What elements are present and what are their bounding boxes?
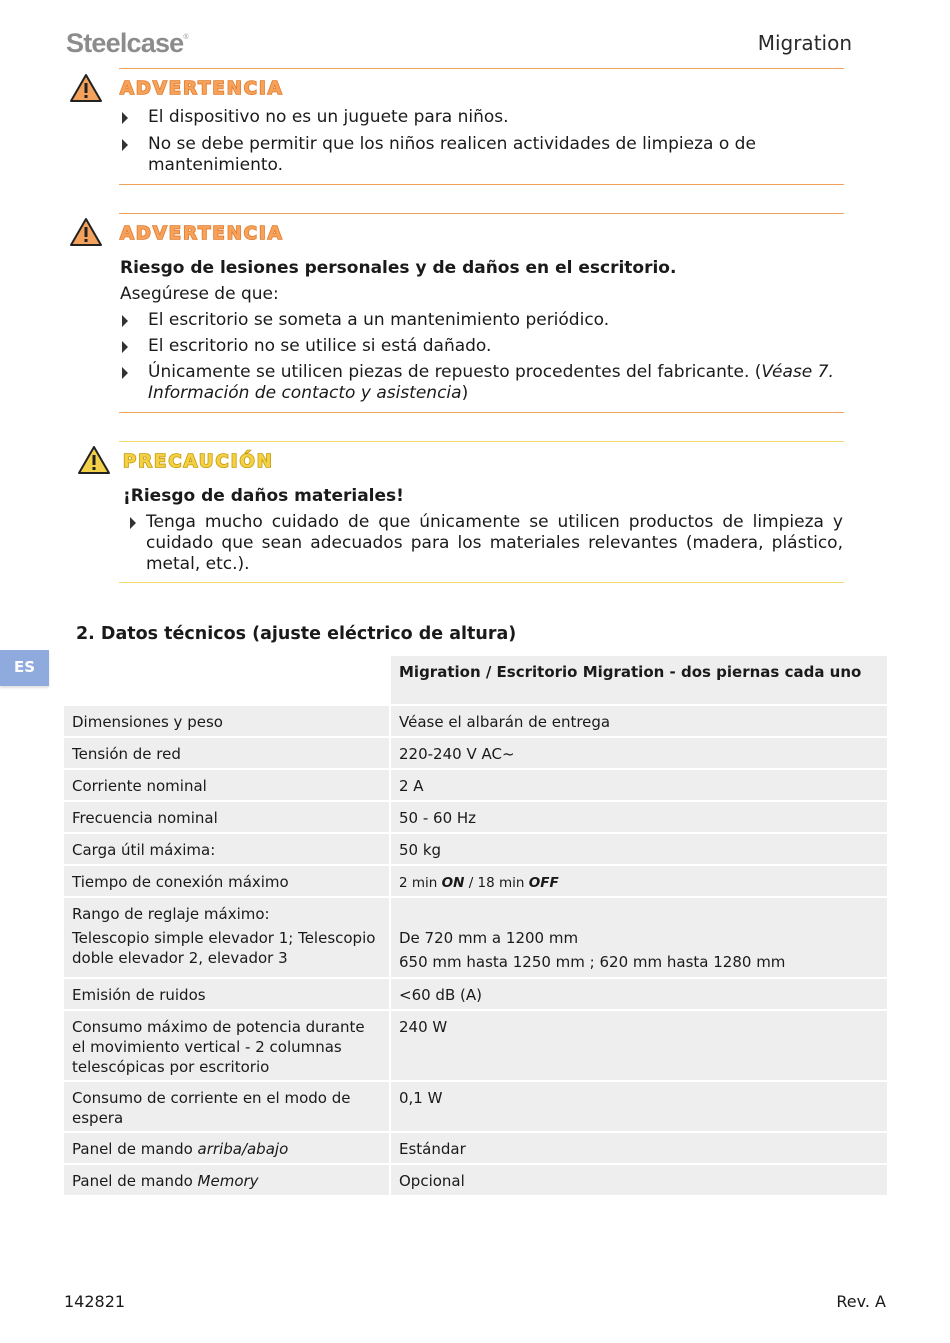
row-value: Véase el albarán de entrega <box>391 706 887 736</box>
row-value: 50 - 60 Hz <box>391 802 887 832</box>
table-header-row <box>64 656 887 704</box>
warning2-ref-close: ) <box>461 383 469 403</box>
steelcase-logo <box>66 28 188 59</box>
row-value <box>391 866 887 896</box>
logo-text: Steelcase <box>66 28 184 58</box>
warning-triangle-icon <box>77 445 111 475</box>
row-label: Carga útil máxima: <box>64 834 389 864</box>
row-label: Tensión de red <box>64 738 389 768</box>
registered-mark: ® <box>183 34 188 41</box>
row-label-plain: Panel de mando <box>72 1172 198 1190</box>
bullet-arrow-icon <box>130 517 136 529</box>
row-label: Consumo de corriente en el modo de espera <box>64 1082 389 1131</box>
document-title: Migration <box>757 31 852 55</box>
row-label-italic: Memory <box>197 1172 259 1190</box>
bullet-arrow-icon <box>122 341 128 353</box>
row-value: 220-240 V AC~ <box>391 738 887 768</box>
row-value: <60 dB (A) <box>391 979 887 1009</box>
row-value: Estándar <box>391 1133 887 1163</box>
row-label: Emisión de ruidos <box>64 979 389 1009</box>
warning1-signal-word: ADVERTENCIA <box>120 78 284 99</box>
doc-number: 142821 <box>64 1292 126 1311</box>
warning2-item-3 <box>148 362 844 383</box>
row-value: 240 W <box>391 1011 887 1080</box>
table-row <box>64 898 887 977</box>
row-label-italic: arriba/abajo <box>197 1140 289 1158</box>
table-row <box>64 706 887 736</box>
value-part: / 18 min <box>464 875 529 891</box>
row-label-line1: Rango de reglaje máximo: <box>72 905 270 923</box>
warning2-ref-italic-1: Véase 7. <box>761 362 834 382</box>
warning1-item-1: El dispositivo no es un juguete para niños. <box>148 107 509 127</box>
bullet-arrow-icon <box>122 315 128 327</box>
header-rule <box>119 68 844 69</box>
row-label <box>64 898 389 977</box>
bullet-arrow-icon <box>122 112 128 124</box>
warning2-item-3-cont <box>148 383 468 404</box>
warning1-item-2: No se debe permitir que los niños realicen actividades de limpieza o de <box>148 134 756 154</box>
row-label: Tiempo de conexión máximo <box>64 866 389 896</box>
caution-signal-word: PRECAUCIÓN <box>123 451 274 472</box>
warning2-signal-word: ADVERTENCIA <box>120 223 284 244</box>
row-label: Dimensiones y peso <box>64 706 389 736</box>
row-label: Corriente nominal <box>64 770 389 800</box>
caution-item: Tenga mucho cuidado de que únicamente se utilicen productos de limpieza y cuidado que sean adecuados para los materiales relevantes (madera, plástico, metal, etc.). <box>146 512 843 574</box>
revision: Rev. A <box>836 1292 886 1311</box>
warning2-item-2: El escritorio no se utilice si está dañado. <box>148 336 492 356</box>
table-row <box>64 770 887 800</box>
row-value: 50 kg <box>391 834 887 864</box>
warning2-bottom-rule <box>119 412 844 413</box>
table-row <box>64 866 887 896</box>
table-row <box>64 1165 887 1195</box>
table-row <box>64 979 887 1009</box>
caution-bottom-rule <box>119 582 844 583</box>
table-row <box>64 802 887 832</box>
row-value <box>391 898 887 977</box>
table-row <box>64 834 887 864</box>
section-title: 2. Datos técnicos (ajuste eléctrico de altura) <box>76 624 517 644</box>
warning2-intro: Asegúrese de que: <box>120 284 279 304</box>
warning2-top-rule <box>119 213 844 214</box>
row-value: 0,1 W <box>391 1082 887 1131</box>
value-part: 2 min <box>399 875 442 891</box>
row-value-line1: De 720 mm a 1200 mm <box>399 929 579 947</box>
bullet-arrow-icon <box>122 139 128 151</box>
warning-triangle-icon <box>69 217 103 247</box>
bullet-arrow-icon <box>122 367 128 379</box>
table-row <box>64 738 887 768</box>
warning2-heading: Riesgo de lesiones personales y de daños en el escritorio. <box>120 258 677 278</box>
caution-top-rule <box>119 441 844 442</box>
value-off: OFF <box>528 875 559 891</box>
caution-heading: ¡Riesgo de daños materiales! <box>123 486 404 506</box>
row-label-line2: Telescopio simple elevador 1; Telescopio doble elevador 2, elevador 3 <box>72 929 376 967</box>
language-tab: ES <box>0 650 49 686</box>
warning2-ref-italic-2: Información de contacto y asistencia <box>148 383 462 403</box>
row-value: 2 A <box>391 770 887 800</box>
warning2-item-3-text: Únicamente se utilicen piezas de repuesto procedentes del fabricante. ( <box>148 362 762 382</box>
row-label-plain: Panel de mando <box>72 1140 198 1158</box>
table-row <box>64 1082 887 1131</box>
table-row <box>64 1133 887 1163</box>
warning2-item-1: El escritorio se someta a un mantenimiento periódico. <box>148 310 610 330</box>
warning1-bottom-rule <box>119 184 844 185</box>
row-label <box>64 1165 389 1195</box>
row-label <box>64 1133 389 1163</box>
table-row <box>64 1011 887 1080</box>
table-header-cell: Migration / Escritorio Migration - dos piernas cada uno <box>391 656 887 704</box>
row-value-line2: 650 mm hasta 1250 mm ; 620 mm hasta 1280 mm <box>399 953 786 971</box>
row-value: Opcional <box>391 1165 887 1195</box>
row-label: Consumo máximo de potencia durante el movimiento vertical - 2 columnas telescópicas por escritorio <box>64 1011 389 1080</box>
value-on: ON <box>441 875 465 891</box>
warning-triangle-icon <box>69 73 103 103</box>
warning1-item-2-cont: mantenimiento. <box>148 155 284 175</box>
row-label: Frecuencia nominal <box>64 802 389 832</box>
